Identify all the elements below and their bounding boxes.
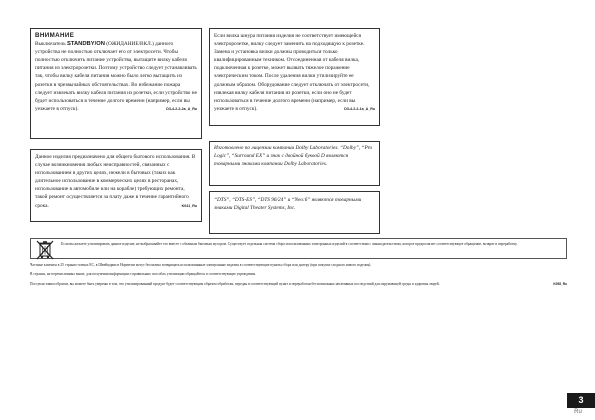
warning-box [30, 28, 202, 139]
dts-text: “DTS”, “DTS-ES”, “DTS 96/24” и “Neo:6” являются товарными знаками Digital Theater Systems, Inc. [214, 197, 362, 212]
standby-keyword: STANDBY/ON [67, 41, 105, 48]
language-label: Ru [574, 409, 582, 415]
power-cord-code: D3-4-2-2-1a_A_Ru [344, 106, 375, 111]
weee-text: Если вы желаете утилизировать данное изделие, не выбрасывайте его вместе с обычным бытовым мусором. Существует отдельная система сбора использованных электронных изделий в соответствии с законодательством, которое предполагает соответствующее обращение, возврат и переработку. [61, 242, 518, 246]
crossed-bin-icon [34, 240, 56, 260]
notes-code: K058_Ru [553, 281, 567, 286]
note-private-customers: Частные клиенты в 25 странах-членах ЕС, в Швейцарии и Норвегии могут бесплатно возвращать использованные электронные изделия в соответствующие пункты сбора или дилеру (при покупке сходного нового изделия). [30, 263, 372, 267]
power-cord-box [209, 28, 380, 126]
usage-text: Данное изделия предназначено для общего бытового использования. В случае возникновения любых неисправностей, связанных с использованием в других целях, нежели в бытовых (таких как длительное использование в коммерческих целях в ресторанах, использование в автомобиле или на корабле) требующих ремонта, такой ремонт осуществляется за плату даже в течение гарантийного срока. K041_Ru [35, 154, 197, 209]
page-number: 3 [567, 393, 595, 408]
note-recycling: Поступая таким образом, вы можете быть уверены в том, что утилизированный продукт будет соответствующим образом обработан, передан в соответствующий пункт и переработан без возможных негативных последствий для окружающей среды и здоровья людей. K058_Ru [30, 281, 567, 286]
warning-text: Выключатель STANDBY/ON (ОЖИДАНИЕ/ВКЛ.) данного устройства не полностью отключает его от электросети. Чтобы полностью отключить питание устройства, вытащите вилку кабеля питания из электророзетки. Поэтому устройство следует устанавливать так, чтобы вилку кабеля питания можно было легко вытащить из розетки в чрезвычайных обстоятельствах. Во избежание пожара следует извлекать вилку кабеля питания из розетки, если устройство не будет использоваться в течение долгого времени (например, если вы уезжаете в отпуск). D3-4-2-2-2a_A_Ru [35, 41, 197, 112]
usage-code: K041_Ru [181, 203, 197, 208]
disposal-notes [30, 263, 567, 291]
usage-box [30, 149, 202, 222]
weee-box [30, 238, 567, 259]
dts-box [209, 191, 380, 234]
warning-heading: ВНИМАНИЕ [35, 32, 75, 39]
dolby-text: Изготовлено по лицензии компании Dolby Laboratories. “Dolby”, “Pro Logic”, “Surround EX” и знак с двойной буквой D являются товарными знаками компании Dolby Laboratories. [214, 145, 373, 168]
dolby-box [209, 141, 380, 186]
warning-code: D3-4-2-2-2a_A_Ru [166, 106, 197, 111]
note-other-countries: В странах, не перечисленных выше, для получения информации о правильных способах утилизации обращайтесь в соответствующие учреждения. [30, 272, 256, 277]
power-cord-text: Если вилка шнура питания изделия не соответствует имеющейся электророзетке, вилку следует заменить на подходящую к розетке. Замена и установка вилки должны проводиться только квалифицированным техником. Отсоединенная от кабеля вилка, подключенная к розетке, может вызвать тяжелое поражение электрическим током. После удаления вилки утилизируйте ее должным образом. Оборудование следует отключать от электросети, извлекая вилку кабеля питания из розетки, если оно не будет использоваться в течение долгого времени (например, если вы уезжаете в отпуск). D3-4-2-2-1a_A_Ru [214, 33, 375, 112]
